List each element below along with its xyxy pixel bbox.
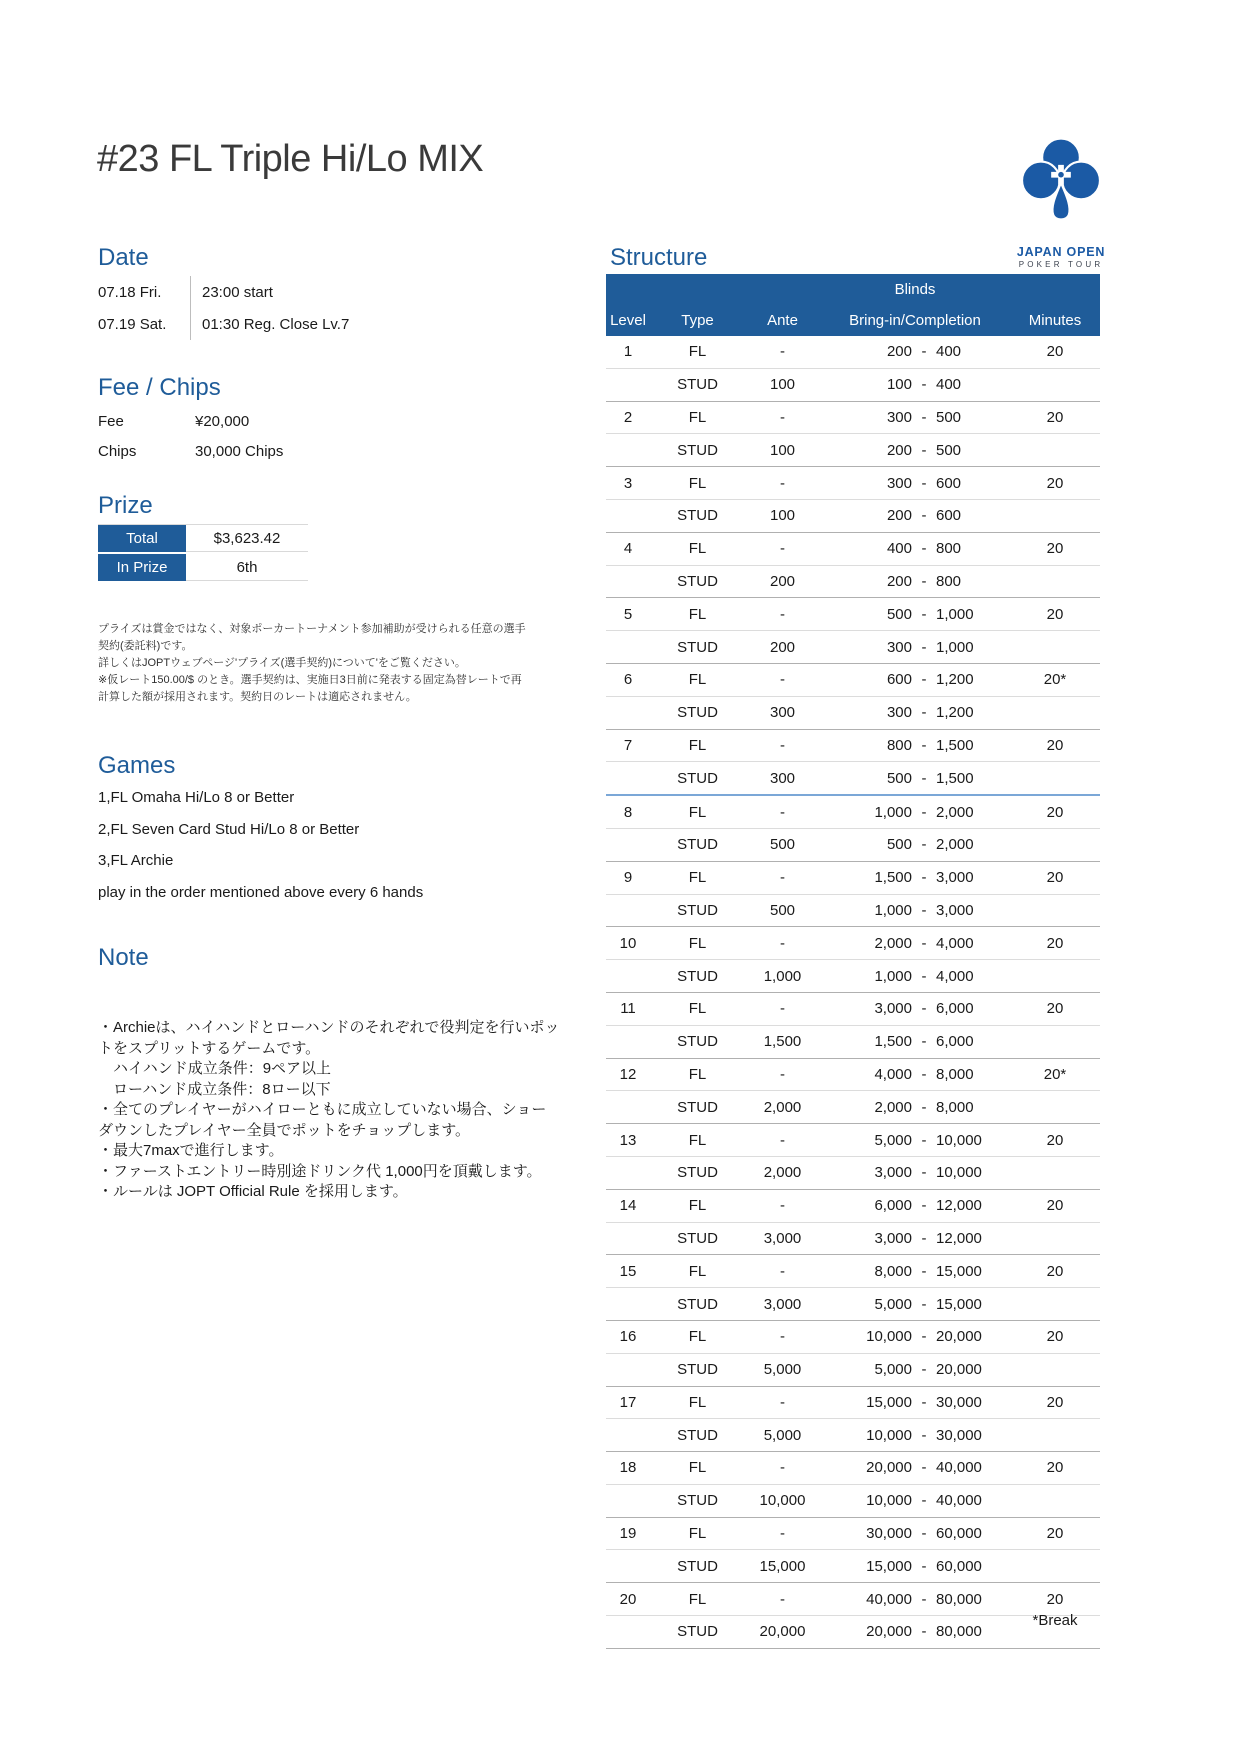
ante-cell: - <box>745 1517 820 1550</box>
structure-row-stud <box>606 1288 1100 1321</box>
blinds-cell: 30,000 - 60,000 <box>820 1517 1010 1550</box>
level-cell <box>606 762 650 795</box>
structure-row-stud <box>606 1156 1100 1189</box>
ante-cell: 5,000 <box>745 1353 820 1386</box>
ante-cell: - <box>745 729 820 762</box>
structure-row-fl <box>606 532 1100 565</box>
blinds-cell: 10,000 - 40,000 <box>820 1484 1010 1517</box>
level-cell: 7 <box>606 729 650 762</box>
minutes-cell: 20 <box>1010 861 1100 894</box>
structure-row-fl <box>606 1583 1100 1616</box>
minutes-cell <box>1010 1156 1100 1189</box>
blinds-cell: 400 - 800 <box>820 532 1010 565</box>
type-header: Type <box>650 304 745 336</box>
ante-cell: 1,500 <box>745 1025 820 1058</box>
blinds-cell: 1,000 - 4,000 <box>820 960 1010 993</box>
type-cell: FL <box>650 861 745 894</box>
ante-cell: - <box>745 1255 820 1288</box>
blinds-cell: 100 - 400 <box>820 368 1010 401</box>
header-spacer-right <box>1010 274 1100 304</box>
minutes-cell <box>1010 1419 1100 1452</box>
blinds-cell: 300 - 600 <box>820 467 1010 500</box>
ante-cell: 500 <box>745 828 820 861</box>
level-cell <box>606 1353 650 1386</box>
structure-row-fl <box>606 861 1100 894</box>
type-cell: STUD <box>650 565 745 598</box>
structure-row-fl <box>606 1320 1100 1353</box>
minutes-cell <box>1010 1091 1100 1124</box>
level-cell <box>606 1616 650 1649</box>
minutes-cell: 20 <box>1010 1386 1100 1419</box>
minutes-cell <box>1010 499 1100 532</box>
minutes-cell <box>1010 1353 1100 1386</box>
ante-cell: - <box>745 1583 820 1616</box>
minutes-cell <box>1010 1222 1100 1255</box>
level-cell: 9 <box>606 861 650 894</box>
date-row-1-date: 07.18 Fri. <box>98 283 162 301</box>
minutes-cell: 20 <box>1010 927 1100 960</box>
level-cell <box>606 1222 650 1255</box>
date-table <box>98 276 349 340</box>
minutes-cell: 20 <box>1010 1517 1100 1550</box>
blinds-cell: 3,000 - 10,000 <box>820 1156 1010 1189</box>
type-cell: STUD <box>650 1419 745 1452</box>
fee-label: Fee <box>98 412 124 430</box>
blinds-cell: 1,500 - 3,000 <box>820 861 1010 894</box>
structure-row-stud <box>606 434 1100 467</box>
type-cell: FL <box>650 992 745 1025</box>
game-item: 3,FL Archie <box>98 852 174 870</box>
blinds-cell: 3,000 - 6,000 <box>820 992 1010 1025</box>
minutes-cell <box>1010 960 1100 993</box>
structure-row-stud <box>606 894 1100 927</box>
type-cell: FL <box>650 1058 745 1091</box>
level-cell: 1 <box>606 336 650 368</box>
structure-row-stud <box>606 1550 1100 1583</box>
structure-row-fl <box>606 1452 1100 1485</box>
structure-row-fl <box>606 598 1100 631</box>
blinds-cell: 3,000 - 12,000 <box>820 1222 1010 1255</box>
logo-text-poker-tour: POKER TOUR <box>1018 260 1104 269</box>
structure-row-fl <box>606 729 1100 762</box>
minutes-cell <box>1010 696 1100 729</box>
structure-row-stud <box>606 565 1100 598</box>
ante-cell: 100 <box>745 368 820 401</box>
minutes-cell <box>1010 565 1100 598</box>
blinds-cell: 5,000 - 10,000 <box>820 1124 1010 1157</box>
ante-cell: - <box>745 1058 820 1091</box>
level-cell <box>606 1550 650 1583</box>
type-cell: STUD <box>650 1025 745 1058</box>
prize-total-value: $3,623.42 <box>186 525 308 552</box>
date-row-2-info: 01:30 Reg. Close Lv.7 <box>190 308 349 340</box>
blinds-cell: 1,500 - 6,000 <box>820 1025 1010 1058</box>
blinds-cell: 20,000 - 80,000 <box>820 1616 1010 1649</box>
ante-cell: 500 <box>745 894 820 927</box>
minutes-cell <box>1010 894 1100 927</box>
type-cell: STUD <box>650 1550 745 1583</box>
level-cell: 17 <box>606 1386 650 1419</box>
blinds-cell: 300 - 1,200 <box>820 696 1010 729</box>
ante-cell: - <box>745 532 820 565</box>
ante-cell: 5,000 <box>745 1419 820 1452</box>
prize-row-inprize <box>98 554 308 581</box>
structure-row-stud <box>606 696 1100 729</box>
blinds-cell: 8,000 - 15,000 <box>820 1255 1010 1288</box>
type-cell: FL <box>650 795 745 828</box>
structure-row-fl <box>606 1255 1100 1288</box>
type-cell: FL <box>650 1255 745 1288</box>
prize-heading: Prize <box>98 492 153 519</box>
ante-cell: 3,000 <box>745 1288 820 1321</box>
minutes-cell <box>1010 434 1100 467</box>
structure-row-fl <box>606 1124 1100 1157</box>
game-item: 2,FL Seven Card Stud Hi/Lo 8 or Better <box>98 820 360 838</box>
structure-row-fl <box>606 1386 1100 1419</box>
prize-notes <box>98 621 532 706</box>
level-cell: 13 <box>606 1124 650 1157</box>
ante-cell: - <box>745 401 820 434</box>
level-cell <box>606 828 650 861</box>
structure-table-header <box>606 274 1100 336</box>
type-cell: STUD <box>650 696 745 729</box>
ante-cell: 300 <box>745 762 820 795</box>
minutes-header: Minutes <box>1010 304 1100 336</box>
minutes-cell: 20 <box>1010 1452 1100 1485</box>
type-cell: FL <box>650 598 745 631</box>
structure-row-stud <box>606 1419 1100 1452</box>
level-cell <box>606 1156 650 1189</box>
prize-table <box>98 524 308 583</box>
minutes-cell: 20 <box>1010 729 1100 762</box>
structure-row-stud <box>606 1484 1100 1517</box>
prize-inprize-value: 6th <box>186 554 308 581</box>
minutes-cell: 20 <box>1010 1255 1100 1288</box>
structure-row-stud <box>606 499 1100 532</box>
fee-chips-heading: Fee / Chips <box>98 374 221 401</box>
type-cell: STUD <box>650 1156 745 1189</box>
blinds-cell: 500 - 1,000 <box>820 598 1010 631</box>
level-cell: 12 <box>606 1058 650 1091</box>
blinds-header-row <box>606 274 1100 304</box>
note-heading: Note <box>98 944 149 971</box>
note-line: ローハンド成立条件：8ロー以下 <box>98 1080 331 1098</box>
structure-row-fl <box>606 795 1100 828</box>
blinds-cell: 40,000 - 80,000 <box>820 1583 1010 1616</box>
minutes-cell: 20 <box>1010 532 1100 565</box>
structure-row-fl <box>606 1058 1100 1091</box>
level-cell <box>606 1025 650 1058</box>
ante-cell: - <box>745 336 820 368</box>
ante-cell: 15,000 <box>745 1550 820 1583</box>
type-cell: FL <box>650 336 745 368</box>
type-cell: FL <box>650 1517 745 1550</box>
type-cell: FL <box>650 1386 745 1419</box>
type-cell: STUD <box>650 631 745 664</box>
level-cell: 10 <box>606 927 650 960</box>
minutes-cell: 20 <box>1010 401 1100 434</box>
structure-row-fl <box>606 1517 1100 1550</box>
prize-total-label: Total <box>98 525 186 552</box>
jopt-logo <box>1016 136 1106 269</box>
level-cell <box>606 499 650 532</box>
minutes-cell <box>1010 828 1100 861</box>
structure-table-body <box>606 336 1100 1648</box>
minutes-cell <box>1010 368 1100 401</box>
level-cell <box>606 1484 650 1517</box>
blinds-cell: 500 - 1,500 <box>820 762 1010 795</box>
type-cell: FL <box>650 1452 745 1485</box>
level-cell <box>606 631 650 664</box>
ante-cell: - <box>745 927 820 960</box>
ante-cell: 1,000 <box>745 960 820 993</box>
ante-cell: - <box>745 1386 820 1419</box>
ante-cell: - <box>745 992 820 1025</box>
minutes-cell: 20 <box>1010 1583 1100 1616</box>
level-header: Level <box>606 304 650 336</box>
level-cell: 19 <box>606 1517 650 1550</box>
ante-cell: - <box>745 1452 820 1485</box>
blinds-cell: 600 - 1,200 <box>820 663 1010 696</box>
structure-row-stud <box>606 960 1100 993</box>
minutes-cell <box>1010 1550 1100 1583</box>
blinds-header: Blinds <box>820 274 1010 304</box>
ante-cell: - <box>745 1320 820 1353</box>
date-row-2-date: 07.19 Sat. <box>98 315 167 333</box>
ante-cell: 200 <box>745 631 820 664</box>
ante-cell: 2,000 <box>745 1091 820 1124</box>
ante-cell: 20,000 <box>745 1616 820 1649</box>
level-cell <box>606 696 650 729</box>
type-cell: FL <box>650 927 745 960</box>
note-line: ハイハンド成立条件：9ペア以上 <box>98 1060 332 1077</box>
level-cell: 5 <box>606 598 650 631</box>
blinds-cell: 5,000 - 20,000 <box>820 1353 1010 1386</box>
blinds-cell: 200 - 500 <box>820 434 1010 467</box>
level-cell: 16 <box>606 1320 650 1353</box>
level-cell <box>606 1419 650 1452</box>
blinds-cell: 500 - 2,000 <box>820 828 1010 861</box>
minutes-cell <box>1010 1484 1100 1517</box>
type-cell: FL <box>650 729 745 762</box>
ante-header: Ante <box>745 304 820 336</box>
type-cell: STUD <box>650 434 745 467</box>
minutes-cell: 20 <box>1010 992 1100 1025</box>
level-cell <box>606 1288 650 1321</box>
structure-row-fl <box>606 927 1100 960</box>
ante-cell: - <box>745 467 820 500</box>
level-cell <box>606 960 650 993</box>
blinds-cell: 800 - 1,500 <box>820 729 1010 762</box>
blinds-cell: 300 - 500 <box>820 401 1010 434</box>
ante-cell: - <box>745 1189 820 1222</box>
prize-note-line: ※仮レート150.00/$ のとき。選手契約は、実施日3日前に発表する固定為替レートで再計算した額が採用されます。契約日のレートは適応されません。 <box>98 674 522 703</box>
blinds-cell: 200 - 800 <box>820 565 1010 598</box>
type-cell: STUD <box>650 828 745 861</box>
blinds-cell: 20,000 - 40,000 <box>820 1452 1010 1485</box>
level-cell: 6 <box>606 663 650 696</box>
level-cell <box>606 894 650 927</box>
level-cell: 4 <box>606 532 650 565</box>
break-footnote: *Break <box>1032 1612 1078 1629</box>
structure-table <box>606 274 1100 1649</box>
type-cell: STUD <box>650 960 745 993</box>
date-row-1-info: 23:00 start <box>190 276 349 308</box>
minutes-cell: 20 <box>1010 336 1100 368</box>
type-cell: FL <box>650 401 745 434</box>
minutes-cell <box>1010 1288 1100 1321</box>
minutes-cell <box>1010 762 1100 795</box>
structure-row-fl <box>606 336 1100 368</box>
prize-inprize-label: In Prize <box>98 554 186 581</box>
note-line: ・ルールは JOPT Official Rule を採用します。 <box>98 1183 408 1200</box>
type-cell: STUD <box>650 1353 745 1386</box>
minutes-cell: 20* <box>1010 663 1100 696</box>
note-line: ・最大7maxで進行します。 <box>98 1142 284 1159</box>
ante-cell: 3,000 <box>745 1222 820 1255</box>
minutes-cell: 20 <box>1010 1320 1100 1353</box>
structure-heading: Structure <box>610 244 708 271</box>
ante-cell: 200 <box>745 565 820 598</box>
structure-row-fl <box>606 467 1100 500</box>
type-cell: STUD <box>650 762 745 795</box>
blinds-cell: 200 - 400 <box>820 336 1010 368</box>
blinds-cell: 1,000 - 3,000 <box>820 894 1010 927</box>
bringin-header: Bring-in/Completion <box>820 304 1010 336</box>
structure-row-stud <box>606 631 1100 664</box>
note-line: ・ファーストエントリー時別途ドリンク代 1,000円を頂戴します。 <box>98 1162 542 1180</box>
structure-row-fl <box>606 992 1100 1025</box>
blinds-cell: 15,000 - 60,000 <box>820 1550 1010 1583</box>
type-cell: STUD <box>650 1091 745 1124</box>
level-cell: 18 <box>606 1452 650 1485</box>
minutes-cell <box>1010 1025 1100 1058</box>
type-cell: FL <box>650 532 745 565</box>
structure-row-stud <box>606 1353 1100 1386</box>
note-text <box>98 1018 560 1203</box>
clover-drop-logo-icon <box>1020 225 1102 242</box>
minutes-cell: 20* <box>1010 1058 1100 1091</box>
minutes-cell: 20 <box>1010 1189 1100 1222</box>
game-item: play in the order mentioned above every 6 hands <box>98 884 424 902</box>
blinds-cell: 2,000 - 8,000 <box>820 1091 1010 1124</box>
blinds-cell: 15,000 - 30,000 <box>820 1386 1010 1419</box>
ante-cell: - <box>745 1124 820 1157</box>
type-cell: STUD <box>650 499 745 532</box>
level-cell <box>606 434 650 467</box>
level-cell: 15 <box>606 1255 650 1288</box>
level-cell: 20 <box>606 1583 650 1616</box>
level-cell: 8 <box>606 795 650 828</box>
type-cell: FL <box>650 1124 745 1157</box>
note-line: ・Archieは、ハイハンドとローハンドのそれぞれで役判定を行いポットをスプリットするゲームです。 <box>98 1019 560 1057</box>
minutes-cell: 20 <box>1010 795 1100 828</box>
type-cell: STUD <box>650 1288 745 1321</box>
level-cell: 14 <box>606 1189 650 1222</box>
minutes-cell <box>1010 631 1100 664</box>
structure-row-fl <box>606 1189 1100 1222</box>
blinds-cell: 4,000 - 8,000 <box>820 1058 1010 1091</box>
level-cell: 2 <box>606 401 650 434</box>
prize-row-total <box>98 525 308 552</box>
structure-row-stud <box>606 1025 1100 1058</box>
ante-cell: 300 <box>745 696 820 729</box>
ante-cell: - <box>745 663 820 696</box>
blinds-cell: 5,000 - 15,000 <box>820 1288 1010 1321</box>
ante-cell: 100 <box>745 434 820 467</box>
prize-note-line: 詳しくはJOPTウェブページ'プライズ(選手契約)について'をご覧ください。 <box>98 657 466 669</box>
type-cell: FL <box>650 1320 745 1353</box>
header-spacer-left <box>606 274 820 304</box>
type-cell: STUD <box>650 1484 745 1517</box>
structure-row-stud <box>606 828 1100 861</box>
structure-row-stud <box>606 368 1100 401</box>
blinds-cell: 10,000 - 20,000 <box>820 1320 1010 1353</box>
ante-cell: - <box>745 861 820 894</box>
level-cell: 3 <box>606 467 650 500</box>
level-cell <box>606 565 650 598</box>
game-item: 1,FL Omaha Hi/Lo 8 or Better <box>98 789 295 807</box>
level-cell <box>606 1091 650 1124</box>
fee-chips-table <box>98 406 283 466</box>
type-cell: FL <box>650 663 745 696</box>
date-heading: Date <box>98 244 149 271</box>
level-cell <box>606 368 650 401</box>
blinds-cell: 300 - 1,000 <box>820 631 1010 664</box>
type-cell: FL <box>650 1189 745 1222</box>
minutes-cell: 20 <box>1010 598 1100 631</box>
structure-row-stud <box>606 762 1100 795</box>
ante-cell: 10,000 <box>745 1484 820 1517</box>
ante-cell: - <box>745 598 820 631</box>
blinds-cell: 2,000 - 4,000 <box>820 927 1010 960</box>
fee-value: ¥20,000 <box>195 412 250 430</box>
type-cell: FL <box>650 1583 745 1616</box>
note-line: ・全てのプレイヤーがハイローともに成立していない場合、ショーダウンしたプレイヤー全員でポットをチョップします。 <box>98 1101 547 1139</box>
type-cell: STUD <box>650 1616 745 1649</box>
logo-text-japan-open: JAPAN OPEN <box>1016 245 1106 259</box>
ante-cell: - <box>745 795 820 828</box>
type-cell: STUD <box>650 368 745 401</box>
minutes-cell: 20 <box>1010 1124 1100 1157</box>
games-heading: Games <box>98 752 176 779</box>
type-cell: STUD <box>650 1222 745 1255</box>
type-cell: FL <box>650 467 745 500</box>
blinds-cell: 6,000 - 12,000 <box>820 1189 1010 1222</box>
blinds-cell: 10,000 - 30,000 <box>820 1419 1010 1452</box>
games-list <box>98 782 423 908</box>
ante-cell: 2,000 <box>745 1156 820 1189</box>
minutes-cell: 20 <box>1010 467 1100 500</box>
page-title: #23 FL Triple Hi/Lo MIX <box>97 138 484 180</box>
prize-note-line: プライズは賞金ではなく、対象ポーカートーナメント参加補助が受けられる任意の選手契約(委託料)です。 <box>98 623 526 652</box>
level-cell: 11 <box>606 992 650 1025</box>
type-cell: STUD <box>650 894 745 927</box>
structure-row-stud <box>606 1091 1100 1124</box>
ante-cell: 100 <box>745 499 820 532</box>
chips-value: 30,000 Chips <box>195 442 284 460</box>
structure-row-fl <box>606 401 1100 434</box>
structure-row-fl <box>606 663 1100 696</box>
blinds-cell: 200 - 600 <box>820 499 1010 532</box>
columns-header-row <box>606 304 1100 336</box>
structure-row-stud <box>606 1222 1100 1255</box>
chips-label: Chips <box>98 442 137 460</box>
blinds-cell: 1,000 - 2,000 <box>820 795 1010 828</box>
